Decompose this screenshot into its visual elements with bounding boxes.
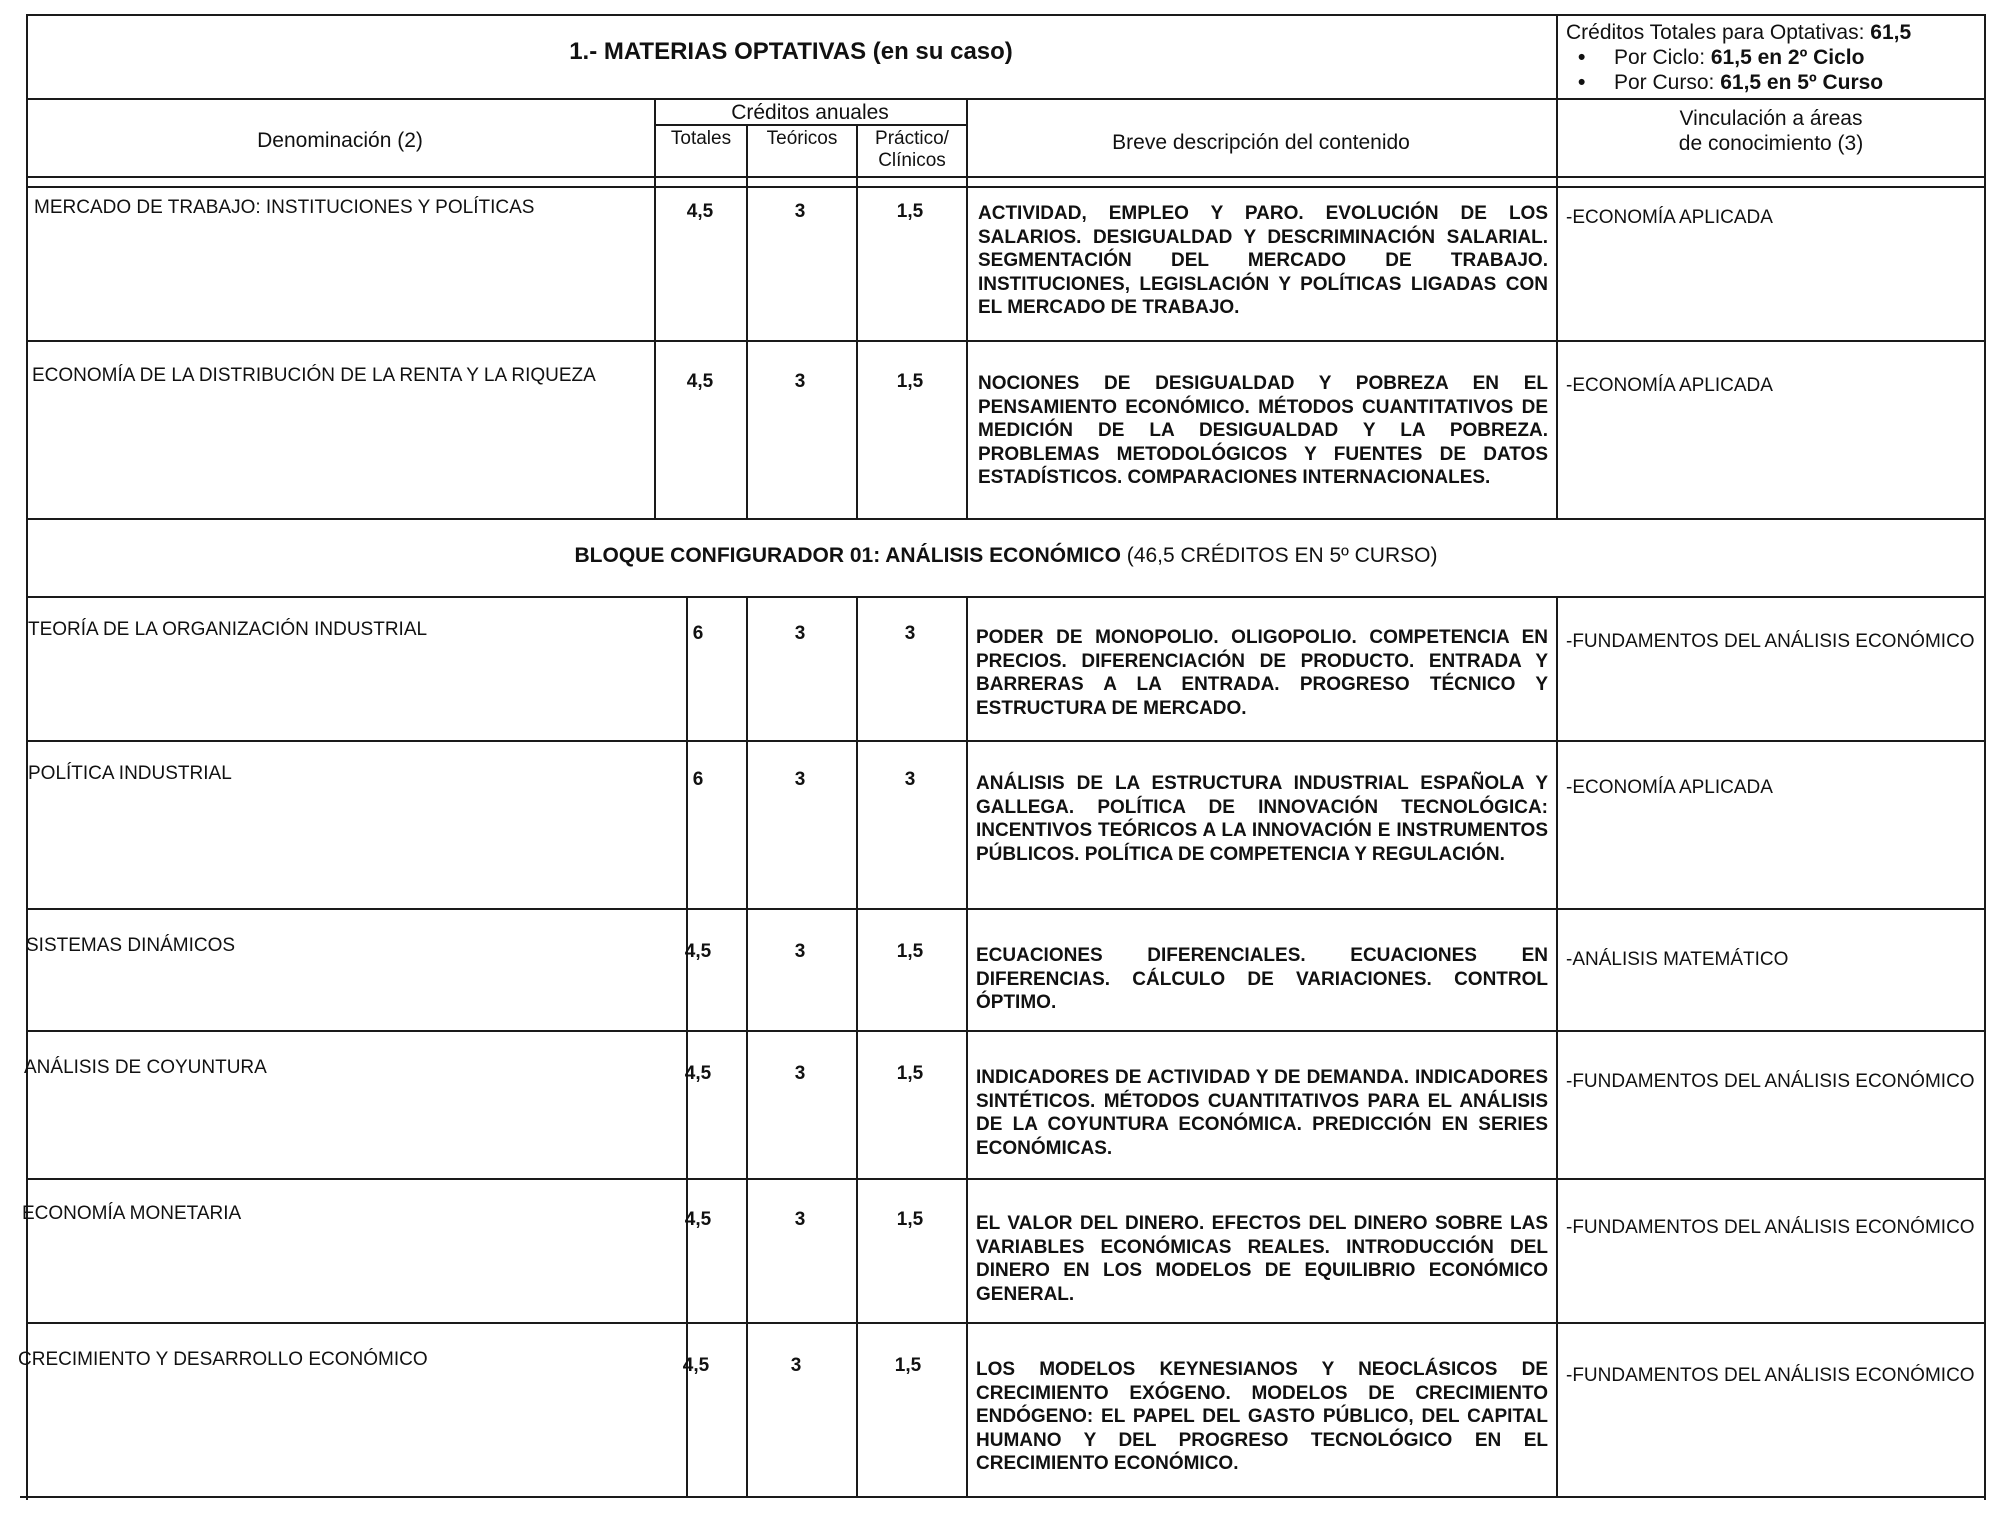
row-4-totales: 6: [692, 769, 704, 790]
block-title: BLOQUE CONFIGURADOR 01: ANÁLISIS ECONÓMICO (46,5 CRÉDITOS EN 5º CURSO): [574, 544, 1438, 567]
row-5-area: -ANÁLISIS MATEMÁTICO: [1566, 949, 1789, 970]
row-6-teoricos: 3: [794, 1063, 806, 1084]
header-divider: [26, 98, 1986, 100]
row-4-name: POLÍTICA INDUSTRIAL: [28, 763, 232, 784]
row-1-name: MERCADO DE TRABAJO: INSTITUCIONES Y POLÍTICAS: [34, 197, 535, 218]
row-8-area: -FUNDAMENTOS DEL ANÁLISIS ECONÓMICO: [1566, 1365, 1975, 1386]
row-5-totales: 4,5: [684, 941, 712, 962]
table-bottom: [20, 1496, 1986, 1498]
row-5-teoricos: 3: [794, 941, 806, 962]
row-6-practicos: 1,5: [896, 1063, 924, 1084]
row-6-name: ANÁLISIS DE COYUNTURA: [24, 1057, 267, 1078]
col-denominacion: Denominación (2): [257, 129, 423, 152]
row-1-teoricos: 3: [794, 201, 806, 222]
row-1-totales: 4,5: [686, 201, 714, 222]
row-4-practicos: 3: [904, 769, 916, 790]
page-title: 1.- MATERIAS OPTATIVAS (en su caso): [569, 38, 1013, 65]
row-4-desc: ANÁLISIS DE LA ESTRUCTURA INDUSTRIAL ESPAÑOLA Y GALLEGA. POLÍTICA DE INNOVACIÓN TECNOLÓGICA: INCENTIVOS TEÓRICOS A LA INNOVACIÓN E INSTRUMENTOS PÚBLICOS. POLÍTICA DE COMPETENCIA Y REGULACIÓN.: [976, 773, 1548, 865]
col-descripcion: Breve descripción del contenido: [1112, 131, 1410, 154]
row-7-practicos: 1,5: [896, 1209, 924, 1230]
row-7-desc: EL VALOR DEL DINERO. EFECTOS DEL DINERO SOBRE LAS VARIABLES ECONÓMICAS REALES. INTRODUCCIÓN DEL DINERO EN LOS MODELOS DE EQUILIBRIO ECONÓMICO GENERAL.: [976, 1213, 1548, 1305]
credits-summary: [1566, 20, 1986, 95]
row-2-area: -ECONOMÍA APLICADA: [1566, 375, 1773, 396]
row-5-desc: ECUACIONES DIFERENCIALES. ECUACIONES EN DIFERENCIAS. CÁLCULO DE VARIACIONES. CONTROL ÓPTIMO.: [976, 945, 1548, 1013]
row-3-practicos: 3: [904, 623, 916, 644]
row-7-area: -FUNDAMENTOS DEL ANÁLISIS ECONÓMICO: [1566, 1217, 1975, 1238]
row-4-area: -ECONOMÍA APLICADA: [1566, 777, 1773, 798]
row-4-teoricos: 3: [794, 769, 806, 790]
header-credits-divider: [1556, 14, 1558, 188]
col-practico: Práctico/ Clínicos: [875, 128, 949, 171]
col-teoricos: Teóricos: [766, 128, 838, 149]
row-7-totales: 4,5: [684, 1209, 712, 1230]
row-7-teoricos: 3: [794, 1209, 806, 1230]
col-creditos-anuales: Créditos anuales: [731, 101, 889, 124]
row-3-totales: 6: [692, 623, 704, 644]
credits-por-ciclo: • Por Ciclo: 61,5 en 2º Ciclo: [1566, 45, 1986, 70]
row-3-desc: PODER DE MONOPOLIO. OLIGOPOLIO. COMPETENCIA EN PRECIOS. DIFERENCIACIÓN DE PRODUCTO. ENTRADA Y BARRERAS A LA ENTRADA. PROGRESO TÉCNICO Y ESTRUCTURA DE MERCADO.: [976, 627, 1548, 719]
row-1-practicos: 1,5: [896, 201, 924, 222]
row-2-name: ECONOMÍA DE LA DISTRIBUCIÓN DE LA RENTA Y LA RIQUEZA: [32, 365, 596, 386]
row-5-practicos: 1,5: [896, 941, 924, 962]
row-2-teoricos: 3: [794, 371, 806, 392]
row-1-desc: ACTIVIDAD, EMPLEO Y PARO. EVOLUCIÓN DE LOS SALARIOS. DESIGUALDAD Y DESCRIMINACIÓN SALARIAL. SEGMENTACIÓN DEL MERCADO DE TRABAJO. INSTITUCIONES, LEGISLACIÓN Y POLÍTICAS LIGADAS CON EL MERCADO DE TRABAJO.: [978, 203, 1548, 318]
row-2-desc: NOCIONES DE DESIGUALDAD Y POBREZA EN EL PENSAMIENTO ECONÓMICO. MÉTODOS CUANTITATIVOS DE MEDICIÓN DE LA DESIGUALDAD Y LA POBREZA. PROBLEMAS METODOLÓGICOS Y FUENTES DE DATOS ESTADÍSTICOS. COMPARACIONES INTERNACIONALES.: [978, 373, 1548, 488]
col-totales: Totales: [670, 128, 732, 149]
row-3-teoricos: 3: [794, 623, 806, 644]
row-5-name: SISTEMAS DINÁMICOS: [26, 935, 236, 956]
col-vinculacion: Vinculación a áreas de conocimiento (3): [1678, 107, 1864, 155]
row-3-area: -FUNDAMENTOS DEL ANÁLISIS ECONÓMICO: [1566, 631, 1975, 652]
column-header-bottom: [26, 176, 1986, 178]
row-8-teoricos: 3: [790, 1355, 802, 1376]
credits-total-value: 61,5: [1870, 21, 1912, 44]
row-8-practicos: 1,5: [894, 1355, 922, 1376]
row-2-practicos: 1,5: [896, 371, 924, 392]
credits-list: [1566, 45, 1986, 95]
row-3-name: TEORÍA DE LA ORGANIZACIÓN INDUSTRIAL: [28, 619, 428, 640]
row-8-desc: LOS MODELOS KEYNESIANOS Y NEOCLÁSICOS DE CRECIMIENTO EXÓGENO. MODELOS DE CRECIMIENTO ENDÓGENO: EL PAPEL DEL GASTO PÚBLICO, DEL CAPITAL HUMANO Y DEL PROGRESO TECNOLÓGICO EN EL CRECIMIENTO ECONÓMICO.: [976, 1359, 1548, 1474]
row-6-desc: INDICADORES DE ACTIVIDAD Y DE DEMANDA. INDICADORES SINTÉTICOS. MÉTODOS CUANTITATIVOS PARA EL ANÁLISIS DE LA COYUNTURA ECONÓMICA. PREDICCIÓN EN SERIES ECONÓMICAS.: [976, 1067, 1548, 1159]
credits-por-curso: • Por Curso: 61,5 en 5º Curso: [1566, 70, 1986, 95]
row-6-area: -FUNDAMENTOS DEL ANÁLISIS ECONÓMICO: [1566, 1071, 1975, 1092]
row-7-name: ECONOMÍA MONETARIA: [22, 1203, 242, 1224]
row-1-area: -ECONOMÍA APLICADA: [1566, 207, 1773, 228]
row-8-totales: 4,5: [682, 1355, 710, 1376]
credits-total-label: Créditos Totales para Optativas:: [1566, 21, 1865, 44]
row-8-name: CRECIMIENTO Y DESARROLLO ECONÓMICO: [18, 1349, 428, 1370]
row-6-totales: 4,5: [684, 1063, 712, 1084]
row-2-totales: 4,5: [686, 371, 714, 392]
